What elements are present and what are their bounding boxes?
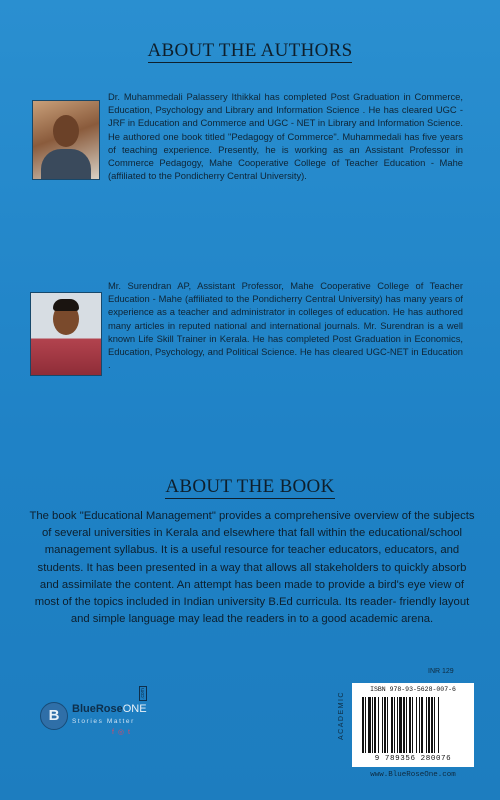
- isbn-text: ISBN 978-93-5628-007-6: [370, 686, 456, 693]
- author2-photo: [30, 292, 102, 376]
- publisher-name: BlueRoseONE: [72, 703, 147, 715]
- author2-bio: Mr. Surendran AP, Assistant Professor, Mahe Cooperative College of Teacher Education - Mahe (affiliated to the Pondicherry Central University) has many years of experience as a teacher and administrator in colleges of education. He has authored many articles in reputed national and international journals. Mr. Surendran is a well known Life Skill Trainer in Kerala. He has completed Post Graduation in Economics, Education, Psychology, and Political Science. He has cleared UGC-NET in Education .: [108, 280, 463, 371]
- publisher-website: www.BlueRoseOne.com: [370, 771, 456, 779]
- barcode-number: 9 789356 280076: [374, 755, 452, 763]
- price-label: INR 129: [428, 668, 454, 675]
- about-book-heading: ABOUT THE BOOK: [165, 476, 335, 497]
- category-label: ACADEMIC: [338, 691, 345, 740]
- social-icons: f ◎ t: [112, 729, 131, 736]
- about-authors-heading: ABOUT THE AUTHORS: [147, 40, 353, 61]
- author1-photo: [32, 100, 100, 180]
- publisher-logo-icon: B: [40, 702, 68, 730]
- publisher-mark: .com: [140, 688, 146, 699]
- author1-bio: Dr. Muhammedali Palassery Ithikkal has completed Post Graduation in Commerce, Education, Psychology and Library and Information Science . He has cleared UGC - JRF in Education and Commerce and UGC - NET in Library and Information Science. He authored one book titled "Pedagogy of Commerce". Muhammedali has five years of teaching experience. Presently, he is working as an Assistant Professor in Commerce Pedagogy, Mahe Cooperative College of Teacher Education - Mahe (affiliated to the Pondicherry Central University).: [108, 91, 463, 182]
- barcode-bars: [362, 697, 464, 753]
- barcode: [352, 683, 474, 767]
- publisher-tagline: Stories Matter: [72, 718, 135, 725]
- book-description: The book "Educational Management" provides a comprehensive overview of the subjects of several universities in Kerala and elsewhere that fall within the educational/school management syllabus. It is a useful resource for teacher educators, educators, and students. It has been presented in a way that allows all stakeholders to quickly absorb and assimilate the content. An attempt has been made to provide a bird's eye view of most of the topics included in Indian university B.Ed curricula. Its reader- friendly layout and simple language may lead the readers in to a good academic arena.: [29, 510, 475, 626]
